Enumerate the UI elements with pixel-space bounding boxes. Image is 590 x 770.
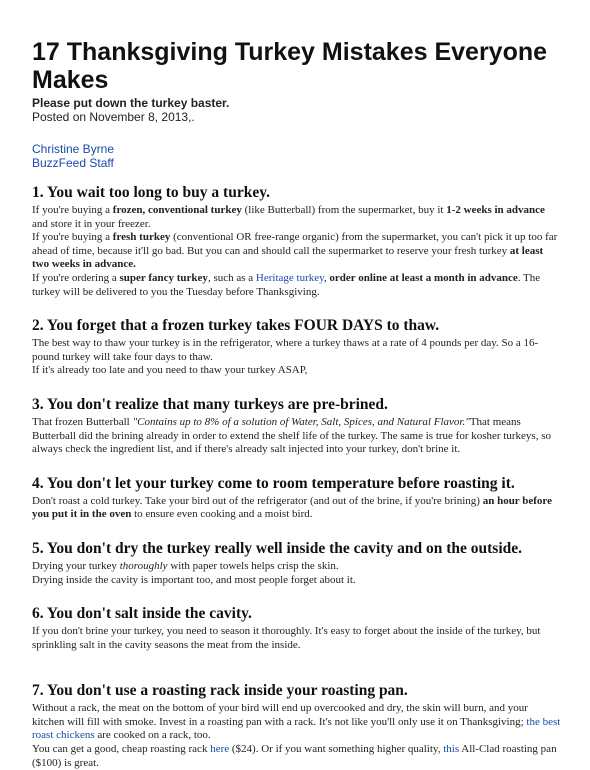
section-paragraph: If it's already too late and you need to thaw your turkey ASAP,	[32, 364, 308, 377]
text: Without a rack, the meat on the bottom of your bird will end up overcooked and dry, the skin will burn, and your kitchen will fill with smoke. Invest in a roasting pan with a rack. It's not like you'll only use it on Thanksgiving;	[32, 702, 528, 728]
author-role-link[interactable]: BuzzFeed Staff	[32, 156, 114, 170]
section-paragraph	[32, 560, 562, 574]
italic-text: thoroughly	[119, 559, 168, 572]
section-heading: 5. You don't dry the turkey really well inside the cavity and on the outside.	[32, 539, 522, 557]
text: and store it in your freezer.	[32, 217, 151, 230]
section-heading: 6. You don't salt inside the cavity.	[32, 605, 252, 623]
section-1	[32, 184, 562, 299]
text: (like Butterball) from the supermarket, buy it	[241, 204, 447, 216]
section-paragraph	[32, 204, 562, 231]
text: If you're buying a	[32, 231, 113, 244]
italic-quote: "Contains up to 8% of a solution of Water, Salt, Spices, and Natural Flavor."	[132, 415, 470, 428]
section-paragraph	[32, 272, 562, 299]
text: All-Clad roasting pan ($100) is great.	[32, 743, 557, 769]
text: , such as a	[207, 271, 256, 284]
section-paragraph	[32, 231, 562, 272]
bold-text: super fancy turkey	[119, 271, 208, 284]
section-2	[32, 317, 562, 378]
text: That means Butterball did the brining already in order to extend the shelf life of the turkey. The same is true for kosher turkeys, so always check the ingredient list, and if there's already salt injected into your turkey, don't brine it.	[32, 415, 551, 456]
text: to ensure even cooking and a moist bird.	[131, 508, 313, 521]
text: ,	[323, 271, 330, 284]
best-roast-chickens-link[interactable]: the best roast chickens	[32, 715, 561, 742]
section-paragraph: If you don't brine your turkey, you need to season it thoroughly. It's easy to forget about the inside of the turkey, but sprinkling salt in the cavity seasons the meat from the inside.	[32, 625, 541, 651]
section-paragraph	[32, 743, 562, 770]
section-paragraph: The best way to thaw your turkey is in the refrigerator, where a turkey thaws at a rate of 4 pounds per day. So a 16-pound turkey will take four days to thaw.	[32, 337, 539, 363]
bold-text: 1-2 weeks in advance	[446, 204, 545, 216]
section-heading: 2. You forget that a frozen turkey takes FOUR DAYS to thaw.	[32, 317, 440, 335]
text: If you're buying a	[32, 204, 113, 216]
section-paragraph	[32, 702, 562, 743]
section-4	[32, 475, 562, 522]
section-6	[32, 605, 562, 652]
section-heading: 4. You don't let your turkey come to room temperature before roasting it.	[32, 474, 515, 492]
subtitle: Please put down the turkey baster.	[32, 96, 230, 110]
heritage-turkey-link[interactable]: Heritage turkey	[255, 271, 324, 284]
text: (conventional OR free-range organic) from the supermarket, you can't pick it up too far ahead of time, because it'll go bad. But you can and should call the supermarket to reserve your fresh turkey	[32, 231, 558, 257]
text: Don't roast a cold turkey. Take your bird out of the refrigerator (and out of the brine, if you're brining)	[32, 494, 483, 507]
section-heading: 1. You wait too long to buy a turkey.	[32, 184, 270, 201]
roasting-rack-link[interactable]: here	[210, 743, 230, 756]
section-paragraph: Drying inside the cavity is important too, and most people forget about it.	[32, 573, 356, 586]
text: ($24). Or if you want something higher quality,	[229, 743, 444, 756]
section-3	[32, 396, 562, 457]
bold-text: at least two weeks in advance.	[32, 244, 544, 271]
text: That frozen Butterball	[32, 415, 133, 428]
bold-text: fresh turkey	[112, 231, 171, 244]
bold-text: order online at least a month in advance	[329, 271, 518, 284]
text: are cooked on a rack, too.	[94, 729, 211, 742]
author-name-link[interactable]: Christine Byrne	[32, 142, 115, 156]
section-paragraph	[32, 495, 562, 522]
text: If you're ordering a	[32, 271, 120, 284]
section-paragraph	[32, 416, 562, 457]
bold-text: frozen, conventional turkey	[112, 204, 242, 216]
posted-date: Posted on November 8, 2013,.	[32, 110, 195, 124]
page-title: 17 Thanksgiving Turkey Mistakes Everyone Makes	[32, 38, 548, 94]
section-7	[32, 682, 562, 770]
author-block	[32, 142, 562, 170]
section-heading: 3. You don't realize that many turkeys are pre-brined.	[32, 395, 388, 413]
text: Drying your turkey	[32, 559, 120, 572]
section-heading: 7. You don't use a roasting rack inside your roasting pan.	[32, 682, 408, 700]
article	[32, 38, 562, 770]
all-clad-pan-link[interactable]: this	[443, 743, 460, 756]
section-5	[32, 540, 562, 587]
text: with paper towels helps crisp the skin.	[167, 559, 339, 572]
bold-text: an hour before you put it in the oven	[32, 494, 552, 521]
text: . The turkey will be delivered to you the Tuesday before Thanksgiving.	[32, 271, 541, 298]
text: You can get a good, cheap roasting rack	[32, 743, 211, 756]
